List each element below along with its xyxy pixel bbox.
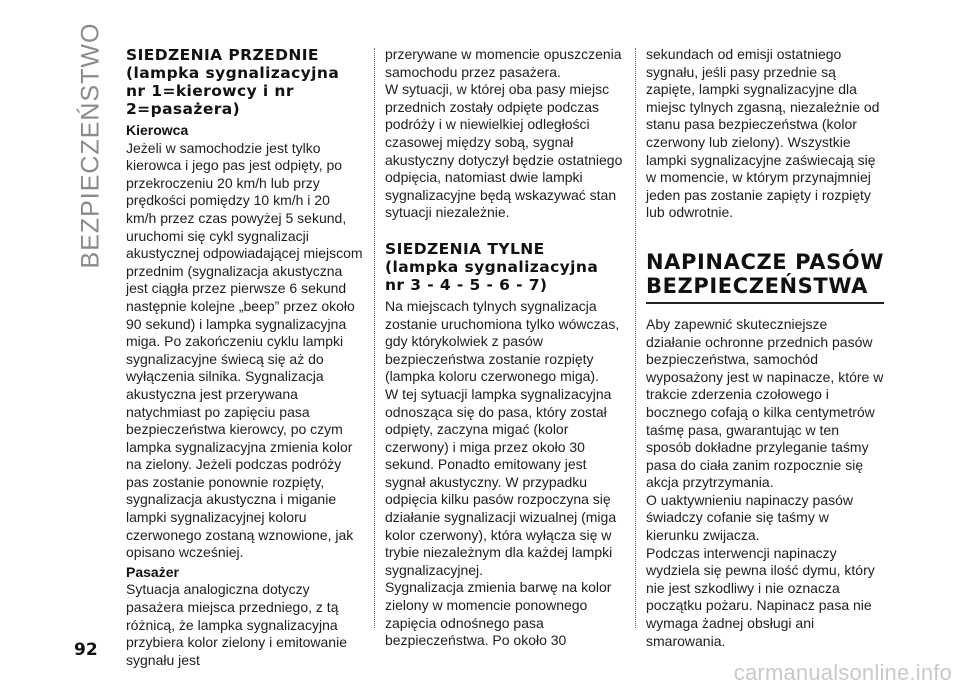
text-column-2 [385,46,623,650]
column-divider [374,48,375,628]
text-column-1 [126,46,364,669]
subheading-driver: Kierowca [126,122,189,138]
column-divider [635,48,636,628]
text-column-3 [646,46,884,650]
paragraph: Na miejscach tylnych sygnalizacja zostanie uruchomiona tylko wówczas, gdy którykolwiek z pasów bezpieczeństwa zostanie rozpięty (lampka koloru czerwonego miga). [385,297,620,385]
paragraph: Sygnalizacja zmienia barwę na kolor zielony w momencie ponownego zapięcia odnośnego pasa bezpieczeństwa. Po około 30 [385,579,612,649]
section-heading-front-seats: SIEDZENIA PRZEDNIE (lampka sygnalizacyjna nr 1=kierowcy i nr 2=pasażera) [126,46,340,118]
chapter-side-title-text: BEZPIECZEŃSTWO [76,22,105,268]
section-heading-pretensioners: NAPINACZE PASÓW BEZPIECZEŃSTWA [646,250,884,304]
paragraph: Aby zapewnić skuteczniejsze działanie ochronne przednich pasów bezpieczeństwa, samochód wyposażony jest w napinacze, które w trakcie zderzenia czołowego i bocznego cofają o kilka centymetrów taśmę pasa, gwarantując w ten sposób dokładne przyleganie taśmy pasa do ciała zanim rozpocznie się akcja przytrzymania. [646,315,884,491]
paragraph: Jeżeli w samochodzie jest tylko kierowca i jego pas jest odpięty, po przekroczeniu 20 km/h lub przy prędkości pomiędzy 10 km/h i 20 km/h przez czas powyżej 5 sekund, uruchomi się cykl sygnalizacji akustycznej odpowiadającej miejscom przednim (sygnalizacja akustyczna jest ciągła przez pierwsze 6 sekund następnie kolejne „beep” przez około 90 sekund) i lampka sygnalizacyjna miga. Po zakończeniu cyklu lampki sygnalizacyjne świecą się aż do wyłączenia silnika. Sygnalizacja akustyczna jest przerywana natychmiast po zapięciu pasa bezpieczeństwa kierowcy, po czym lampka sygnalizacyjna zmienia kolor na zielony. Jeżeli podczas podróży pas zostanie ponownie rozpięty, sygnalizacja akustyczna i miganie lampki sygnalizacyjnej koloru czerwonego zostaną wznowione, jak opisano wcześniej. [126,139,363,561]
paragraph: W sytuacji, w której oba pasy miejsc przednich zostały odpięte podczas podróży i w niewielkiej odległości czasowej między sobą, sygnał akustyczny dotyczył będzie ostatniego odpięcia, natomiast dwie lampki sygnalizacyjne będą wskazywać stan sytuacji niezależnie. [385,81,623,221]
chapter-side-title [76,22,106,268]
paragraph: Sytuacja analogiczna dotyczy pasażera miejsca przedniego, z tą różnicą, że lampka sygnalizacyjna przybiera kolor zielony i emitowanie sygnału jest [126,581,347,668]
page-number: 92 [74,640,98,660]
watermark: carmanualsonline.info [733,660,952,685]
section-heading-rear-seats: SIEDZENIA TYLNE (lampka sygnalizacyjna nr 3 - 4 - 5 - 6 - 7) [385,239,599,294]
paragraph: O uaktywnieniu napinaczy pasów świadczy cofanie się taśmy w kierunku zwijacza. [646,491,854,544]
paragraph: sekundach od emisji ostatniego sygnału, jeśli pasy przednie są zapięte, lampki sygnalizacyjne dla miejsc tylnych zgasną, niezależnie od stanu pasa bezpieczeństwa (kolor czerwony lub zielony). Wszystkie lampki sygnalizacyjne zaświecają się w momencie, w którym przynajmniej jeden pas zostanie zapięty i rozpięty lub odwrotnie. [646,46,880,221]
paragraph: W tej sytuacji lampka sygnalizacyjna odnosząca się do pasa, który został odpięty, zaczyna migać (kolor czerwony) i miga przez około 30 sekund. Ponadto emitowany jest sygnał akustyczny. W przypadku odpięcia kilku pasów rozpoczyna się działanie sygnalizacji wizualnej (miga kolor czerwony), która wyłącza się w trybie niezależnym dla każdej lampki sygnalizacyjnej. [385,385,617,578]
subheading-passenger: Pasażer [126,563,179,580]
paragraph: przerywane w momencie opuszczenia samochodu przez pasażera. [385,46,622,80]
paragraph: Podczas interwencji napinaczy wydziela się pewna ilość dymu, który nie jest szkodliwy i nie oznacza początku pożaru. Napinacz pasa nie wymaga żadnej obsługi ani smarowania. [646,544,875,649]
